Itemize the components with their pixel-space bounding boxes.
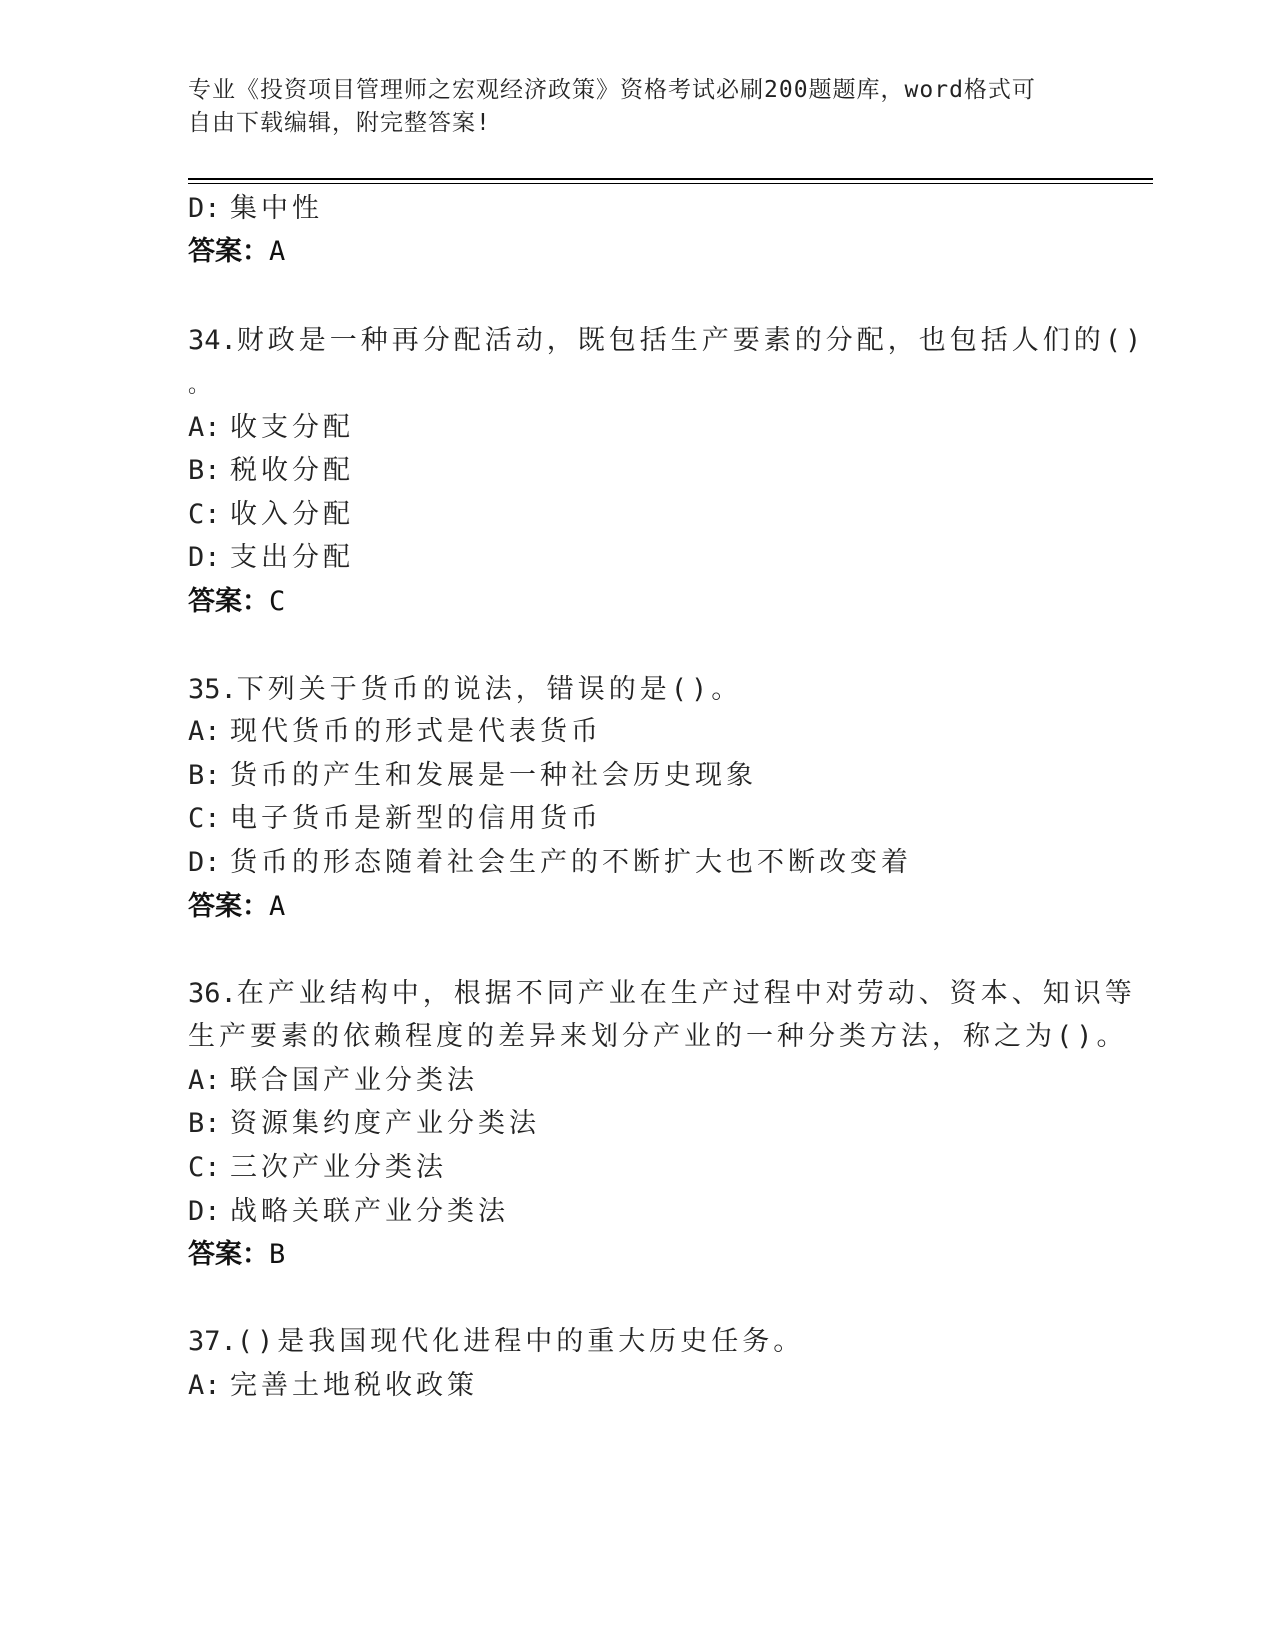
question-number: 37.: [188, 1326, 237, 1357]
q35-option-c: [188, 796, 602, 835]
q36-stem-line-2: 生产要素的依赖程度的差异来划分产业的一种分类方法，称之为()。: [188, 1021, 1128, 1052]
question-stem: 在产业结构中，根据不同产业在生产过程中对劳动、资本、知识等: [236, 978, 1136, 1009]
option-tag: D:: [188, 847, 221, 878]
q34-stem-line-1: [188, 318, 1145, 357]
page-header: [188, 74, 1088, 140]
option-text: 税收分配: [230, 455, 354, 486]
option-text: 联合国产业分类法: [230, 1065, 478, 1096]
answer-value: C: [269, 586, 288, 617]
q34-option-a: [188, 405, 354, 444]
q37-stem-line-1: [188, 1319, 804, 1358]
answer-label: 答案：: [188, 1239, 269, 1270]
option-text: 支出分配: [230, 542, 354, 573]
option-text: 货币的形态随着社会生产的不断扩大也不断改变着: [230, 847, 912, 878]
option-tag: A:: [188, 1370, 221, 1401]
question-number: 34.: [188, 325, 237, 356]
q37-option-a: [188, 1363, 478, 1402]
option-tag: A:: [188, 412, 221, 443]
q36-option-a: [188, 1058, 478, 1097]
answer-value: A: [269, 236, 288, 267]
question-number: 36.: [188, 978, 237, 1009]
option-text: 完善土地税收政策: [230, 1370, 478, 1401]
q36-option-d: [188, 1189, 509, 1228]
answer-label: 答案：: [188, 586, 269, 617]
option-text: 收入分配: [230, 499, 354, 530]
option-text: 现代货币的形式是代表货币: [230, 716, 602, 747]
q34-option-d: [188, 535, 354, 574]
answer-label: 答案：: [188, 891, 269, 922]
option-text: 货币的产生和发展是一种社会历史现象: [230, 760, 757, 791]
q35-option-b: [188, 753, 757, 792]
option-tag: C:: [188, 499, 221, 530]
option-tag: D:: [188, 193, 221, 224]
q35-option-a: [188, 709, 602, 748]
q36-option-b: [188, 1101, 540, 1140]
q36-option-c: [188, 1145, 447, 1184]
answer-value: A: [269, 891, 288, 922]
q34-answer: [188, 579, 287, 618]
header-rule-thick: [188, 178, 1153, 180]
q35-answer: [188, 884, 287, 923]
question-stem: ()是我国现代化进程中的重大历史任务。: [236, 1326, 805, 1357]
q34-option-b: [188, 448, 354, 487]
option-tag: B:: [188, 455, 221, 486]
option-text: 三次产业分类法: [230, 1152, 447, 1183]
option-tag: D:: [188, 1196, 221, 1227]
option-text: 电子货币是新型的信用货币: [230, 803, 602, 834]
option-text: 集中性: [230, 193, 323, 224]
q34-stem-line-2: 。: [188, 373, 215, 398]
q36-answer: [188, 1232, 287, 1271]
option-tag: C:: [188, 803, 221, 834]
q33-answer: [188, 229, 287, 268]
question-stem: 下列关于货币的说法，错误的是()。: [236, 674, 743, 705]
header-rule-thin: [188, 183, 1153, 184]
question-stem: 财政是一种再分配活动，既包括生产要素的分配，也包括人们的(): [236, 325, 1146, 356]
option-text: 收支分配: [230, 412, 354, 443]
option-text: 战略关联产业分类法: [230, 1196, 509, 1227]
option-tag: D:: [188, 542, 221, 573]
q34-option-c: [188, 492, 354, 531]
header-line-2: 自由下载编辑，附完整答案!: [188, 110, 491, 136]
answer-value: B: [269, 1239, 288, 1270]
q35-stem-line-1: [188, 667, 742, 706]
answer-label: 答案：: [188, 236, 269, 267]
header-line-1: 专业《投资项目管理师之宏观经济政策》资格考试必刷200题题库，word格式可: [188, 77, 1036, 103]
q33-option-d: [188, 186, 323, 225]
option-tag: A:: [188, 1065, 221, 1096]
option-tag: A:: [188, 716, 221, 747]
q36-stem-line-1: [188, 971, 1136, 1010]
option-tag: B:: [188, 760, 221, 791]
option-text: 资源集约度产业分类法: [230, 1108, 540, 1139]
q35-option-d: [188, 840, 912, 879]
question-number: 35.: [188, 674, 237, 705]
option-tag: B:: [188, 1108, 221, 1139]
option-tag: C:: [188, 1152, 221, 1183]
